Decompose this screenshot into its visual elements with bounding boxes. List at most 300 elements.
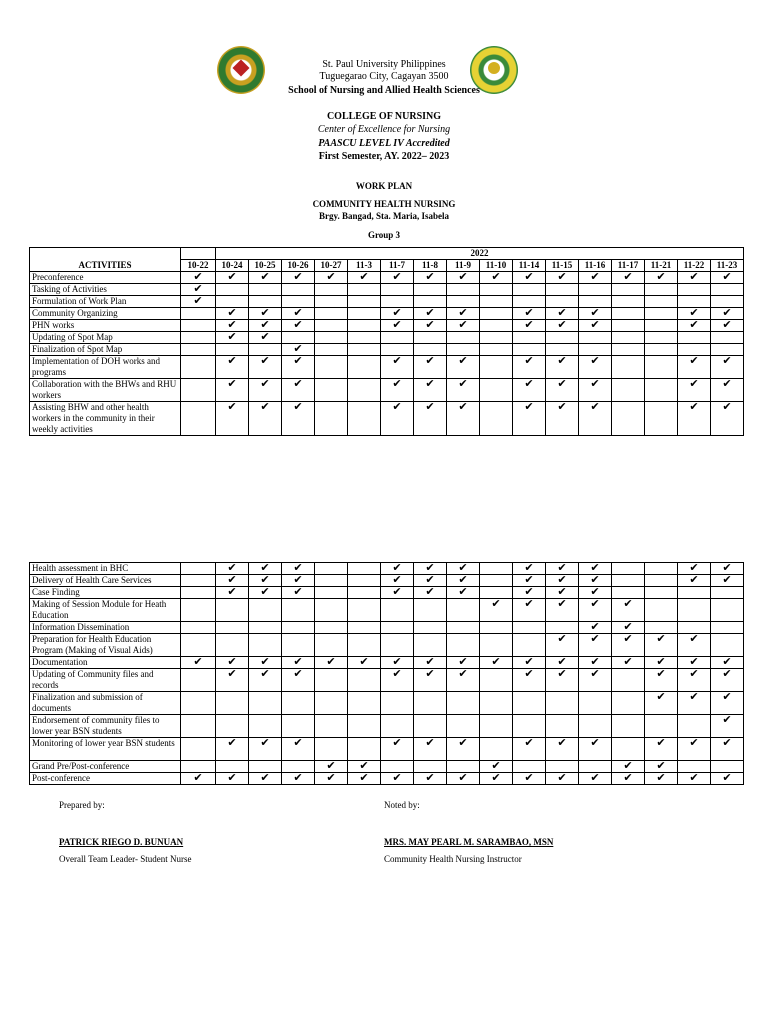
check-mark-icon: ✔ [711, 692, 744, 715]
activity-label: Collaboration with the BHWs and RHU workers [30, 379, 181, 402]
activities-header: ACTIVITIES [30, 248, 181, 272]
table-row [30, 657, 744, 669]
empty-cell [181, 356, 216, 379]
check-mark-icon: ✔ [711, 669, 744, 692]
noter-role: Community Health Nursing Instructor [384, 854, 522, 864]
empty-cell [612, 344, 645, 356]
empty-cell [315, 332, 348, 344]
university-name: St. Paul University Philippines [322, 59, 446, 70]
empty-cell [678, 344, 711, 356]
check-mark-icon: ✔ [711, 356, 744, 379]
check-mark-icon: ✔ [546, 634, 579, 657]
activity-label: Health assessment in BHC [30, 563, 181, 575]
empty-cell [612, 284, 645, 296]
date-header: 10-22 [181, 260, 216, 272]
check-mark-icon: ✔ [579, 669, 612, 692]
empty-cell [546, 715, 579, 738]
check-mark-icon: ✔ [513, 599, 546, 622]
empty-cell [249, 622, 282, 634]
check-mark-icon: ✔ [447, 308, 480, 320]
check-mark-icon: ✔ [414, 379, 447, 402]
check-mark-icon: ✔ [381, 587, 414, 599]
check-mark-icon: ✔ [216, 272, 249, 284]
table-row [30, 356, 744, 379]
empty-cell [480, 669, 513, 692]
check-mark-icon: ✔ [447, 379, 480, 402]
empty-cell [348, 634, 381, 657]
check-mark-icon: ✔ [546, 402, 579, 436]
check-mark-icon: ✔ [414, 402, 447, 436]
empty-cell [348, 356, 381, 379]
check-mark-icon: ✔ [216, 738, 249, 761]
check-mark-icon: ✔ [447, 738, 480, 761]
empty-cell [249, 634, 282, 657]
empty-cell [480, 296, 513, 308]
date-header: 11-21 [645, 260, 678, 272]
activity-label: Case Finding [30, 587, 181, 599]
check-mark-icon: ✔ [282, 379, 315, 402]
empty-cell [612, 296, 645, 308]
check-mark-icon: ✔ [315, 761, 348, 773]
prepared-by-label: Prepared by: [59, 800, 105, 810]
check-mark-icon: ✔ [447, 773, 480, 785]
check-mark-icon: ✔ [579, 379, 612, 402]
check-mark-icon: ✔ [348, 272, 381, 284]
empty-cell [612, 402, 645, 436]
check-mark-icon: ✔ [381, 773, 414, 785]
empty-cell [249, 284, 282, 296]
activity-label: Endorsement of community files to lower year BSN students [30, 715, 181, 738]
year-header: 2022 [216, 248, 744, 260]
empty-cell [480, 575, 513, 587]
check-mark-icon: ✔ [579, 575, 612, 587]
table-row [30, 761, 744, 773]
empty-cell [711, 332, 744, 344]
empty-cell [181, 587, 216, 599]
check-mark-icon: ✔ [579, 599, 612, 622]
empty-cell [480, 320, 513, 332]
empty-cell [678, 715, 711, 738]
empty-cell [414, 692, 447, 715]
empty-cell [546, 332, 579, 344]
empty-cell [579, 344, 612, 356]
check-mark-icon: ✔ [546, 773, 579, 785]
check-mark-icon: ✔ [216, 332, 249, 344]
empty-cell [348, 344, 381, 356]
empty-cell [414, 344, 447, 356]
check-mark-icon: ✔ [216, 575, 249, 587]
empty-cell [282, 296, 315, 308]
table-row [30, 622, 744, 634]
empty-cell [579, 296, 612, 308]
check-mark-icon: ✔ [216, 773, 249, 785]
check-mark-icon: ✔ [381, 272, 414, 284]
check-mark-icon: ✔ [678, 402, 711, 436]
check-mark-icon: ✔ [282, 587, 315, 599]
check-mark-icon: ✔ [678, 738, 711, 761]
empty-cell [315, 320, 348, 332]
table-row [30, 599, 744, 622]
blank-header [181, 248, 216, 260]
empty-cell [216, 296, 249, 308]
activity-label: PHN works [30, 320, 181, 332]
empty-cell [348, 296, 381, 308]
empty-cell [513, 761, 546, 773]
check-mark-icon: ✔ [645, 669, 678, 692]
empty-cell [480, 622, 513, 634]
empty-cell [612, 692, 645, 715]
check-mark-icon: ✔ [645, 657, 678, 669]
empty-cell [711, 599, 744, 622]
semester: First Semester, AY. 2022– 2023 [318, 151, 450, 162]
empty-cell [381, 634, 414, 657]
date-header: 10-26 [282, 260, 315, 272]
date-header: 11-15 [546, 260, 579, 272]
empty-cell [546, 344, 579, 356]
empty-cell [381, 344, 414, 356]
empty-cell [645, 715, 678, 738]
empty-cell [711, 622, 744, 634]
check-mark-icon: ✔ [678, 272, 711, 284]
check-mark-icon: ✔ [216, 356, 249, 379]
empty-cell [480, 634, 513, 657]
empty-cell [414, 284, 447, 296]
check-mark-icon: ✔ [249, 402, 282, 436]
empty-cell [678, 622, 711, 634]
check-mark-icon: ✔ [381, 308, 414, 320]
empty-cell [348, 332, 381, 344]
noter-name: MRS. MAY PEARL M. SARAMBAO, MSN [384, 837, 554, 847]
date-header: 11-10 [480, 260, 513, 272]
check-mark-icon: ✔ [678, 563, 711, 575]
check-mark-icon: ✔ [579, 320, 612, 332]
check-mark-icon: ✔ [348, 761, 381, 773]
empty-cell [181, 308, 216, 320]
work-plan-table-part1 [29, 247, 744, 436]
activity-label: Assisting BHW and other health workers in the community in their weekly activities [30, 402, 181, 436]
preparer-name: PATRICK RIEGO D. BUNUAN [59, 837, 184, 847]
check-mark-icon: ✔ [249, 320, 282, 332]
date-header: 11-8 [414, 260, 447, 272]
check-mark-icon: ✔ [711, 320, 744, 332]
check-mark-icon: ✔ [612, 599, 645, 622]
empty-cell [249, 692, 282, 715]
empty-cell [612, 356, 645, 379]
empty-cell [348, 692, 381, 715]
empty-cell [612, 738, 645, 761]
empty-cell [480, 344, 513, 356]
empty-cell [546, 296, 579, 308]
check-mark-icon: ✔ [645, 773, 678, 785]
check-mark-icon: ✔ [612, 761, 645, 773]
date-header: 11-22 [678, 260, 711, 272]
check-mark-icon: ✔ [678, 634, 711, 657]
check-mark-icon: ✔ [181, 296, 216, 308]
check-mark-icon: ✔ [414, 587, 447, 599]
activity-label: Grand Pre/Post-conference [30, 761, 181, 773]
empty-cell [249, 761, 282, 773]
table-row [30, 669, 744, 692]
check-mark-icon: ✔ [447, 402, 480, 436]
empty-cell [181, 738, 216, 761]
empty-cell [447, 622, 480, 634]
college-name: COLLEGE OF NURSING [326, 111, 442, 122]
check-mark-icon: ✔ [546, 587, 579, 599]
check-mark-icon: ✔ [414, 657, 447, 669]
check-mark-icon: ✔ [711, 402, 744, 436]
empty-cell [612, 320, 645, 332]
check-mark-icon: ✔ [579, 402, 612, 436]
check-mark-icon: ✔ [711, 738, 744, 761]
date-header: 11-9 [447, 260, 480, 272]
check-mark-icon: ✔ [711, 379, 744, 402]
check-mark-icon: ✔ [381, 356, 414, 379]
check-mark-icon: ✔ [282, 657, 315, 669]
activity-label: Preparation for Health Education Program (Making of Visual Aids) [30, 634, 181, 657]
check-mark-icon: ✔ [181, 657, 216, 669]
check-mark-icon: ✔ [414, 773, 447, 785]
check-mark-icon: ✔ [546, 575, 579, 587]
empty-cell [315, 379, 348, 402]
check-mark-icon: ✔ [381, 563, 414, 575]
check-mark-icon: ✔ [381, 669, 414, 692]
empty-cell [315, 669, 348, 692]
empty-cell [414, 599, 447, 622]
empty-cell [282, 284, 315, 296]
table-row [30, 402, 744, 436]
subject: COMMUNITY HEALTH NURSING [312, 199, 456, 209]
empty-cell [711, 761, 744, 773]
empty-cell [612, 715, 645, 738]
empty-cell [181, 575, 216, 587]
empty-cell [181, 622, 216, 634]
empty-cell [447, 332, 480, 344]
check-mark-icon: ✔ [414, 272, 447, 284]
empty-cell [348, 563, 381, 575]
empty-cell [381, 715, 414, 738]
activity-label: Tasking of Activities [30, 284, 181, 296]
check-mark-icon: ✔ [513, 272, 546, 284]
university-address: Tuguegarao City, Cagayan 3500 [319, 71, 449, 82]
empty-cell [381, 761, 414, 773]
check-mark-icon: ✔ [546, 738, 579, 761]
empty-cell [678, 296, 711, 308]
empty-cell [579, 284, 612, 296]
empty-cell [513, 296, 546, 308]
check-mark-icon: ✔ [579, 622, 612, 634]
empty-cell [546, 692, 579, 715]
check-mark-icon: ✔ [513, 356, 546, 379]
empty-cell [645, 563, 678, 575]
empty-cell [513, 344, 546, 356]
check-mark-icon: ✔ [414, 738, 447, 761]
school-name: School of Nursing and Allied Health Sciences [288, 85, 480, 96]
check-mark-icon: ✔ [282, 402, 315, 436]
check-mark-icon: ✔ [513, 320, 546, 332]
check-mark-icon: ✔ [447, 669, 480, 692]
empty-cell [315, 308, 348, 320]
table-row [30, 575, 744, 587]
empty-cell [480, 308, 513, 320]
work-plan-table-part2 [29, 562, 744, 785]
empty-cell [315, 587, 348, 599]
date-header: 10-24 [216, 260, 249, 272]
empty-cell [480, 563, 513, 575]
check-mark-icon: ✔ [678, 773, 711, 785]
accreditation: PAASCU LEVEL IV Accredited [318, 138, 450, 149]
check-mark-icon: ✔ [249, 669, 282, 692]
check-mark-icon: ✔ [381, 738, 414, 761]
empty-cell [678, 761, 711, 773]
check-mark-icon: ✔ [678, 692, 711, 715]
empty-cell [513, 332, 546, 344]
empty-cell [181, 379, 216, 402]
empty-cell [414, 296, 447, 308]
check-mark-icon: ✔ [579, 738, 612, 761]
check-mark-icon: ✔ [645, 692, 678, 715]
activity-label: Documentation [30, 657, 181, 669]
empty-cell [579, 715, 612, 738]
check-mark-icon: ✔ [711, 308, 744, 320]
empty-cell [315, 622, 348, 634]
check-mark-icon: ✔ [282, 356, 315, 379]
date-header: 11-17 [612, 260, 645, 272]
empty-cell [414, 634, 447, 657]
check-mark-icon: ✔ [381, 379, 414, 402]
empty-cell [315, 284, 348, 296]
empty-cell [348, 308, 381, 320]
check-mark-icon: ✔ [249, 356, 282, 379]
empty-cell [480, 402, 513, 436]
empty-cell [447, 599, 480, 622]
empty-cell [513, 692, 546, 715]
date-header: 10-25 [249, 260, 282, 272]
empty-cell [348, 738, 381, 761]
empty-cell [181, 402, 216, 436]
table-row [30, 296, 744, 308]
table-row [30, 284, 744, 296]
check-mark-icon: ✔ [480, 272, 513, 284]
check-mark-icon: ✔ [249, 563, 282, 575]
check-mark-icon: ✔ [678, 356, 711, 379]
empty-cell [282, 622, 315, 634]
empty-cell [645, 402, 678, 436]
check-mark-icon: ✔ [381, 402, 414, 436]
empty-cell [216, 761, 249, 773]
check-mark-icon: ✔ [181, 773, 216, 785]
empty-cell [645, 599, 678, 622]
check-mark-icon: ✔ [678, 320, 711, 332]
activity-label: Making of Session Module for Heath Education [30, 599, 181, 622]
check-mark-icon: ✔ [612, 634, 645, 657]
check-mark-icon: ✔ [414, 563, 447, 575]
date-header: 11-7 [381, 260, 414, 272]
empty-cell [315, 402, 348, 436]
empty-cell [348, 599, 381, 622]
empty-cell [645, 344, 678, 356]
empty-cell [480, 715, 513, 738]
empty-cell [447, 296, 480, 308]
empty-cell [181, 634, 216, 657]
empty-cell [381, 296, 414, 308]
activity-label: Post-conference [30, 773, 181, 785]
date-header: 11-14 [513, 260, 546, 272]
table-row [30, 634, 744, 657]
empty-cell [645, 379, 678, 402]
doc-title: WORK PLAN [355, 181, 413, 191]
empty-cell [181, 563, 216, 575]
check-mark-icon: ✔ [513, 587, 546, 599]
activity-label: Delivery of Health Care Services [30, 575, 181, 587]
check-mark-icon: ✔ [249, 738, 282, 761]
empty-cell [546, 284, 579, 296]
empty-cell [216, 634, 249, 657]
empty-cell [348, 320, 381, 332]
empty-cell [480, 332, 513, 344]
empty-cell [282, 692, 315, 715]
empty-cell [216, 715, 249, 738]
check-mark-icon: ✔ [513, 308, 546, 320]
check-mark-icon: ✔ [181, 272, 216, 284]
empty-cell [315, 692, 348, 715]
check-mark-icon: ✔ [414, 320, 447, 332]
activity-label: Implementation of DOH works and programs [30, 356, 181, 379]
check-mark-icon: ✔ [381, 575, 414, 587]
empty-cell [513, 715, 546, 738]
check-mark-icon: ✔ [480, 773, 513, 785]
check-mark-icon: ✔ [678, 657, 711, 669]
empty-cell [181, 692, 216, 715]
empty-cell [678, 332, 711, 344]
check-mark-icon: ✔ [546, 379, 579, 402]
check-mark-icon: ✔ [579, 634, 612, 657]
check-mark-icon: ✔ [282, 669, 315, 692]
empty-cell [181, 599, 216, 622]
empty-cell [711, 634, 744, 657]
empty-cell [414, 761, 447, 773]
check-mark-icon: ✔ [181, 284, 216, 296]
empty-cell [315, 634, 348, 657]
check-mark-icon: ✔ [612, 773, 645, 785]
activity-label: Formulation of Work Plan [30, 296, 181, 308]
empty-cell [249, 344, 282, 356]
activity-label: Preconference [30, 272, 181, 284]
empty-cell [480, 587, 513, 599]
check-mark-icon: ✔ [546, 308, 579, 320]
empty-cell [447, 634, 480, 657]
empty-cell [315, 599, 348, 622]
empty-cell [249, 599, 282, 622]
check-mark-icon: ✔ [315, 773, 348, 785]
empty-cell [249, 715, 282, 738]
check-mark-icon: ✔ [579, 563, 612, 575]
check-mark-icon: ✔ [447, 320, 480, 332]
empty-cell [447, 692, 480, 715]
table-row [30, 587, 744, 599]
empty-cell [645, 332, 678, 344]
empty-cell [711, 587, 744, 599]
empty-cell [181, 344, 216, 356]
check-mark-icon: ✔ [282, 773, 315, 785]
check-mark-icon: ✔ [711, 575, 744, 587]
activity-label: Monitoring of lower year BSN students [30, 738, 181, 761]
check-mark-icon: ✔ [249, 587, 282, 599]
check-mark-icon: ✔ [546, 669, 579, 692]
empty-cell [612, 308, 645, 320]
empty-cell [348, 284, 381, 296]
check-mark-icon: ✔ [513, 738, 546, 761]
check-mark-icon: ✔ [414, 669, 447, 692]
